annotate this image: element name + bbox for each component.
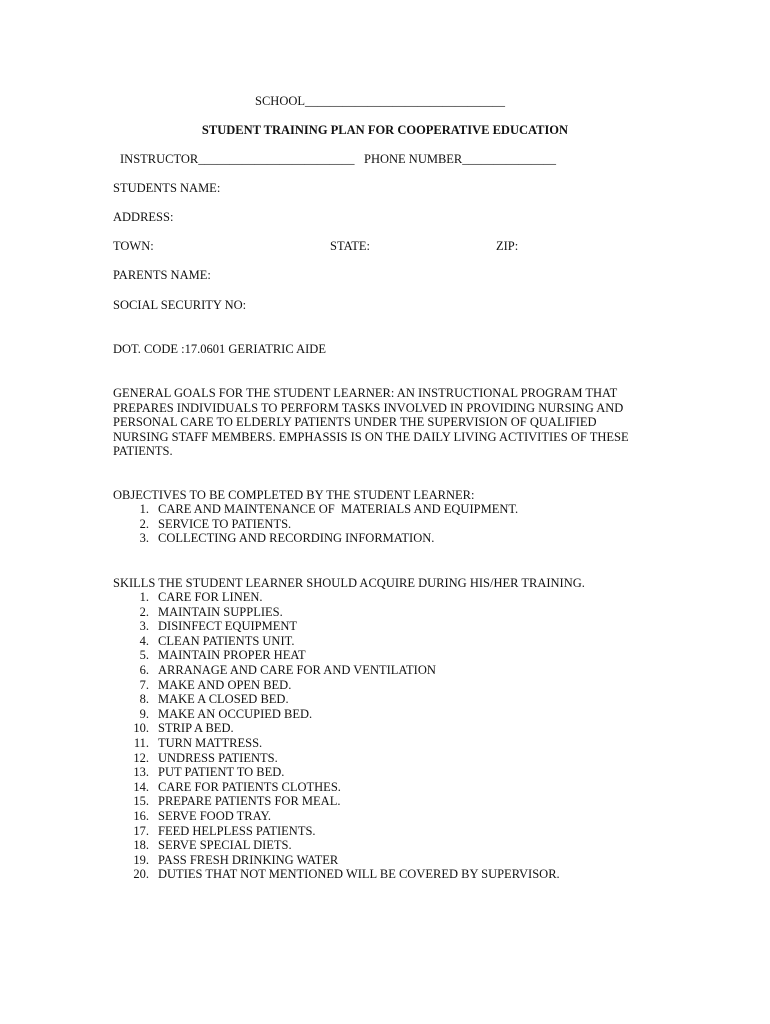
- list-item-number: 16.: [133, 808, 149, 823]
- list-item: [113, 605, 560, 620]
- list-item-text: PUT PATIENT TO BED.: [158, 765, 285, 780]
- list-item: [113, 809, 560, 824]
- list-item-text: CLEAN PATIENTS UNIT.: [158, 633, 295, 648]
- list-item-number: 6.: [139, 662, 149, 677]
- list-item: [113, 824, 560, 839]
- list-item-text: SERVE FOOD TRAY.: [158, 808, 272, 823]
- list-item-number: 1.: [139, 590, 149, 604]
- list-item: [113, 838, 560, 853]
- social-security-label: SOCIAL SECURITY NO:: [113, 298, 247, 312]
- list-item-text: MAKE AN OCCUPIED BED.: [158, 706, 313, 721]
- list-item-number: 2.: [139, 604, 149, 619]
- list-item: [113, 663, 560, 678]
- list-item-number: 8.: [139, 692, 149, 707]
- list-item: [113, 751, 560, 766]
- list-item-number: 7.: [139, 677, 149, 692]
- list-item-text: TURN MATTRESS.: [158, 735, 263, 750]
- zip-label: ZIP:: [496, 239, 519, 253]
- list-item-number: 9.: [139, 706, 149, 721]
- list-item: [113, 634, 560, 649]
- list-item-number: 15.: [133, 794, 149, 809]
- list-item: [113, 531, 518, 546]
- list-item-text: DUTIES THAT NOT MENTIONED WILL BE COVERED BY SUPERVISOR.: [158, 867, 560, 882]
- document-title: STUDENT TRAINING PLAN FOR COOPERATIVE EDUCATION: [201, 123, 569, 137]
- list-item-text: COLLECTING AND RECORDING INFORMATION.: [158, 531, 435, 546]
- students-name-label: STUDENTS NAME:: [113, 181, 221, 195]
- list-item: [113, 794, 560, 809]
- list-item-text: MAKE A CLOSED BED.: [158, 692, 289, 707]
- dot-code: DOT. CODE :17.0601 GERIATRIC AIDE: [113, 342, 326, 356]
- list-item-number: 12.: [133, 750, 149, 765]
- list-item: [113, 619, 560, 634]
- skills-heading: SKILLS THE STUDENT LEARNER SHOULD ACQUIRE DURING HIS/HER TRAINING.: [113, 576, 585, 590]
- list-item-text: PREPARE PATIENTS FOR MEAL.: [158, 794, 341, 809]
- list-item-number: 11.: [133, 735, 149, 750]
- list-item: [113, 692, 560, 707]
- list-item: [113, 707, 560, 722]
- list-item-text: CARE AND MAINTENANCE OF MATERIALS AND EQUIPMENT.: [158, 502, 519, 516]
- list-item: [113, 517, 518, 532]
- list-item-number: 1.: [139, 502, 149, 516]
- list-item-number: 10.: [133, 721, 149, 736]
- list-item-number: 19.: [133, 852, 149, 867]
- objectives-list: [113, 502, 518, 546]
- list-item-text: FEED HELPLESS PATIENTS.: [158, 823, 316, 838]
- state-label: STATE:: [330, 239, 370, 253]
- list-item-text: PASS FRESH DRINKING WATER: [158, 852, 339, 867]
- list-item: [113, 721, 560, 736]
- list-item-text: SERVICE TO PATIENTS.: [158, 516, 292, 531]
- list-item-number: 3.: [139, 531, 149, 546]
- list-item-number: 18.: [133, 838, 149, 853]
- phone-number-field: PHONE NUMBER_______________: [364, 152, 557, 166]
- skills-list: [113, 590, 560, 882]
- list-item: [113, 765, 560, 780]
- list-item-number: 13.: [133, 765, 149, 780]
- list-item: [113, 678, 560, 693]
- list-item-text: MAINTAIN SUPPLIES.: [158, 604, 283, 619]
- list-item-number: 14.: [133, 779, 149, 794]
- address-label: ADDRESS:: [113, 210, 174, 224]
- list-item-number: 20.: [133, 867, 149, 882]
- list-item-text: MAKE AND OPEN BED.: [158, 677, 292, 692]
- list-item: [113, 502, 518, 517]
- list-item-text: CARE FOR LINEN.: [158, 590, 263, 604]
- list-item-text: UNDRESS PATIENTS.: [158, 750, 278, 765]
- general-goals-paragraph: GENERAL GOALS FOR THE STUDENT LEARNER: AN INSTRUCTIONAL PROGRAM THAT PREPARES INDIVIDUALS TO PERFORM TASKS INVOLVED IN PROVIDING NURSING AND PERSONAL CARE TO ELDERLY PATIENTS UNDER THE SUPERVISION OF QUALIFIED NURSING STAFF MEMBERS. EMPHASSIS IS ON THE DAILY LIVING ACTIVITIES OF THESE PATIENTS.: [113, 386, 629, 459]
- list-item-number: 4.: [139, 633, 149, 648]
- parents-name-label: PARENTS NAME:: [113, 268, 211, 282]
- list-item: [113, 590, 560, 605]
- list-item-text: MAINTAIN PROPER HEAT: [158, 648, 306, 663]
- list-item-number: 17.: [133, 823, 149, 838]
- list-item-number: 3.: [139, 619, 149, 634]
- list-item-number: 5.: [139, 648, 149, 663]
- list-item-text: SERVE SPECIAL DIETS.: [158, 838, 292, 853]
- list-item-text: STRIP A BED.: [158, 721, 234, 736]
- objectives-heading: OBJECTIVES TO BE COMPLETED BY THE STUDENT LEARNER:: [113, 488, 475, 502]
- list-item-text: DISINFECT EQUIPMENT: [158, 619, 298, 634]
- list-item: [113, 867, 560, 882]
- list-item-text: CARE FOR PATIENTS CLOTHES.: [158, 779, 341, 794]
- town-label: TOWN:: [113, 239, 154, 253]
- instructor-field: INSTRUCTOR_________________________: [120, 152, 355, 166]
- list-item-text: ARRANAGE AND CARE FOR AND VENTILATION: [158, 662, 436, 677]
- list-item: [113, 853, 560, 868]
- school-field: SCHOOL________________________________: [255, 94, 506, 108]
- list-item-number: 2.: [139, 516, 149, 531]
- list-item: [113, 736, 560, 751]
- list-item: [113, 780, 560, 795]
- list-item: [113, 648, 560, 663]
